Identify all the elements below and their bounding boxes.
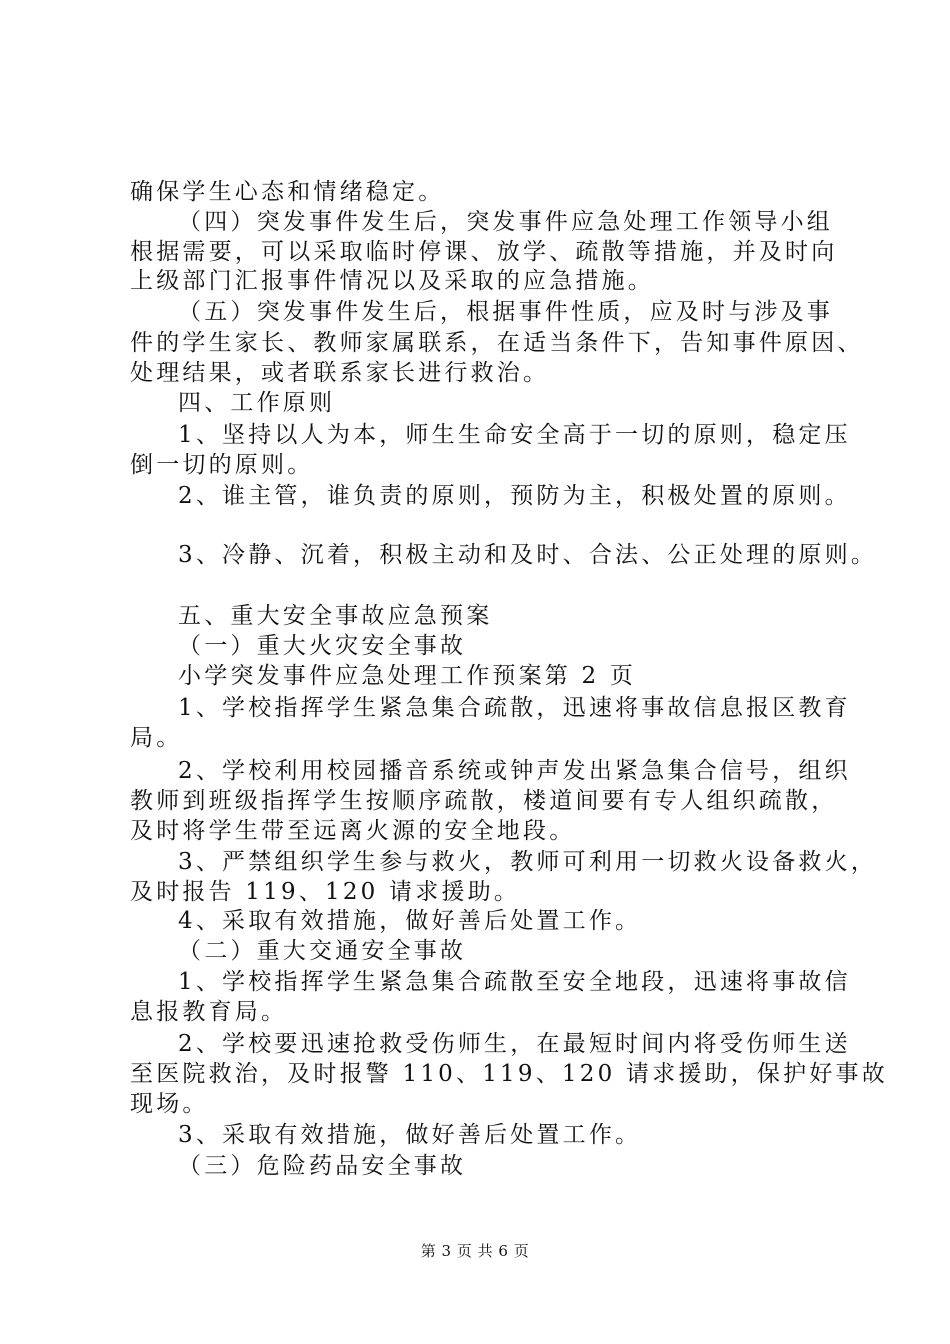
section-heading: 四、工作原则 [178,390,336,416]
text-line: 2、学校要迅速抢救受伤师生，在最短时间内将受伤师生送 [178,1031,851,1057]
text-line: 2、谁主管，谁负责的原则，预防为主，积极处置的原则。 [178,483,851,509]
text-line: 3、严禁组织学生参与救火，教师可利用一切救火设备救火， [178,849,878,875]
text-line: 教师到班级指挥学生按顺序疏散，楼道间要有专人组织疏散， [130,788,838,814]
text-line: 件的学生家长、教师家属联系，在适当条件下，告知事件原因、 [130,330,864,356]
text-line: 至医院救治，及时报警 110、119、120 请求援助，保护好事故 [130,1061,888,1087]
text-line: 3、采取有效措施，做好善后处置工作。 [178,1122,642,1148]
text-line: 及时将学生带至远离火源的安全地段。 [130,818,576,844]
text-line: 局。 [130,725,183,751]
text-line: 处理结果，或者联系家长进行救治。 [130,360,550,386]
text-line: 2、学校利用校园播音系统或钟声发出紧急集合信号，组织 [178,758,851,784]
text-line: 1、学校指挥学生紧急集合疏散，迅速将事故信息报区教育 [178,695,851,721]
text-line: 息报教育局。 [130,999,288,1025]
page-footer: 第 3 页 共 6 页 [420,1242,530,1260]
text-line: 及时报告 119、120 请求援助。 [130,879,521,905]
text-line: 1、学校指挥学生紧急集合疏散至安全地段，迅速将事故信 [178,969,851,995]
text-line: 倒一切的原则。 [130,452,314,478]
text-line: （四）突发事件发生后，突发事件应急处理工作领导小组 [178,209,833,235]
section-heading: 五、重大安全事故应急预案 [178,603,493,629]
subsection-heading: （二）重大交通安全事故 [178,938,467,964]
text-line: 4、采取有效措施，做好善后处置工作。 [178,908,642,934]
text-line: 确保学生心态和情绪稳定。 [130,179,445,205]
text-line: 1、坚持以人为本，师生生命安全高于一切的原则，稳定压 [178,422,851,448]
text-line: 根据需要，可以采取临时停课、放学、疏散等措施，并及时向 [130,239,838,265]
text-line: 现场。 [130,1091,209,1117]
subsection-heading: （三）危险药品安全事故 [178,1153,467,1179]
page-reference: 小学突发事件应急处理工作预案第 2 页 [178,663,637,689]
subsection-heading: （一）重大火灾安全事故 [178,633,467,659]
text-line: （五）突发事件发生后，根据事件性质，应及时与涉及事 [178,299,833,325]
text-line: 3、冷静、沉着，积极主动和及时、合法、公正处理的原则。 [178,542,878,568]
text-line: 上级部门汇报事件情况以及采取的应急措施。 [130,268,654,294]
